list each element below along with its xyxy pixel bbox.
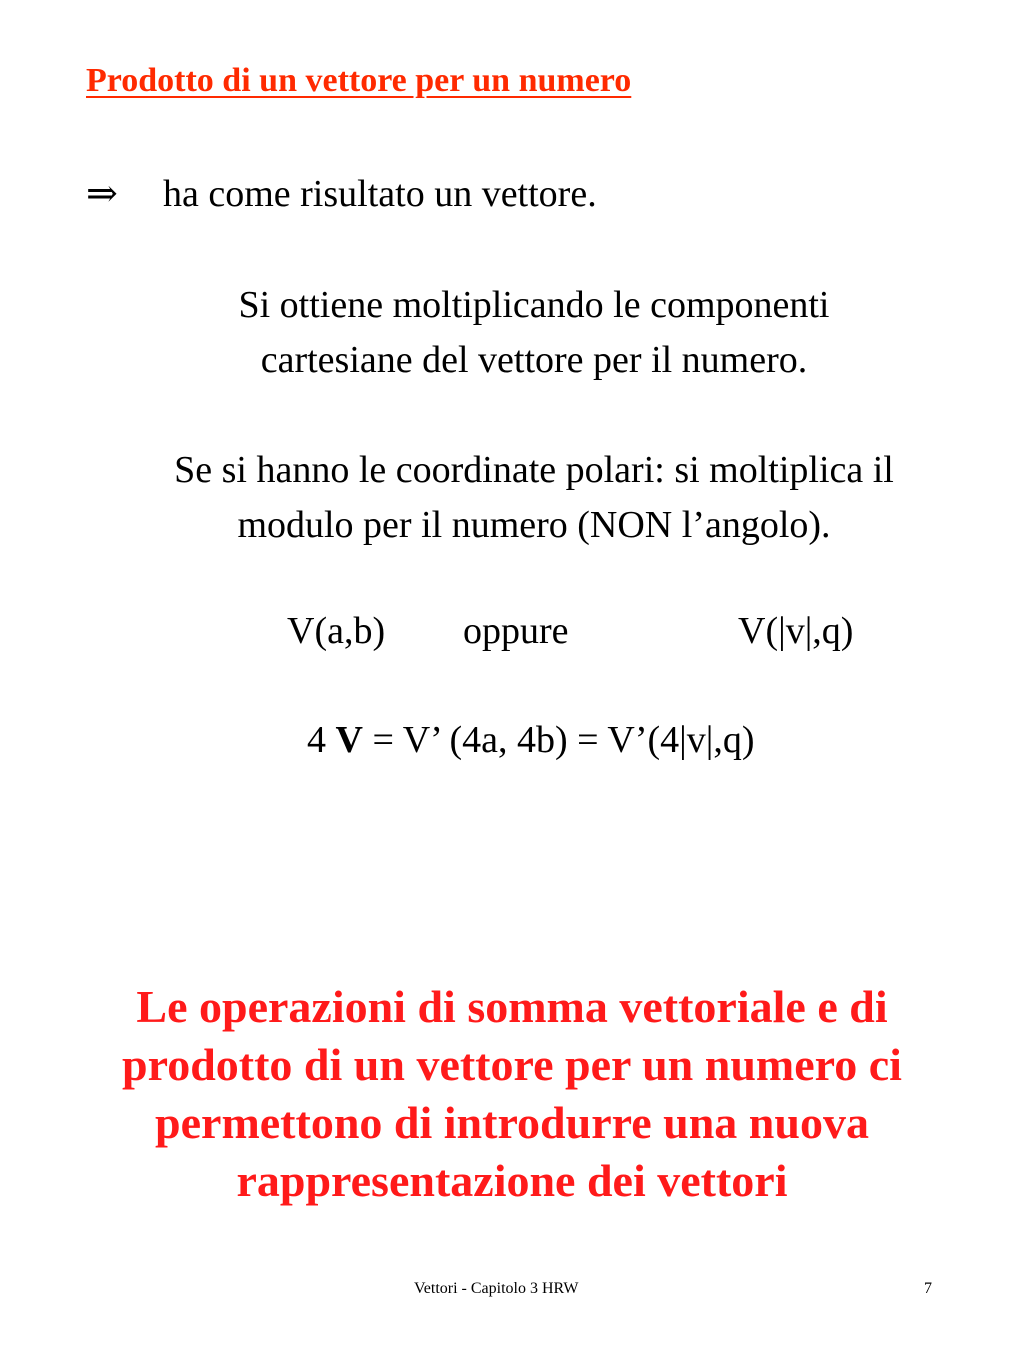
conclusion-line3: permettono di introdurre una nuova	[155, 1097, 869, 1148]
cartesian-explanation-line2: cartesiane del vettore per il numero.	[260, 339, 808, 381]
cartesian-explanation-line1: Si ottiene moltiplicando le componenti	[238, 284, 830, 326]
bullet-text: ha come risultato un vettore.	[163, 173, 597, 215]
formula-or: oppure	[463, 610, 569, 652]
polar-explanation-line1: Se si hanno le coordinate polari: si moltiplica il	[174, 449, 894, 491]
formula-cartesian: V(a,b)	[287, 610, 386, 652]
polar-explanation-line2: modulo per il numero (NON l’angolo).	[237, 504, 831, 546]
product-formula	[307, 718, 755, 762]
slide-title: Prodotto di un vettore per un numero	[86, 62, 632, 99]
product-rest: = V’ (4a, 4b) = V’(4|v|,q)	[372, 719, 755, 761]
polar-explanation	[22, 443, 1024, 553]
page-number: 7	[924, 1280, 932, 1297]
product-vector: V	[335, 719, 363, 761]
conclusion-line4: rappresentazione dei vettori	[236, 1155, 788, 1206]
cartesian-explanation	[22, 278, 1024, 388]
conclusion-line2: prodotto di un vettore per un numero ci	[122, 1039, 902, 1090]
footer-label: Vettori - Capitolo 3 HRW	[414, 1280, 579, 1297]
product-prefix: 4	[307, 719, 326, 761]
formula-polar: V(|v|,q)	[738, 610, 854, 652]
conclusion-line1: Le operazioni di somma vettoriale e di	[136, 981, 888, 1032]
implies-arrow-icon: ⇒	[86, 173, 118, 215]
conclusion-text	[0, 978, 1024, 1210]
